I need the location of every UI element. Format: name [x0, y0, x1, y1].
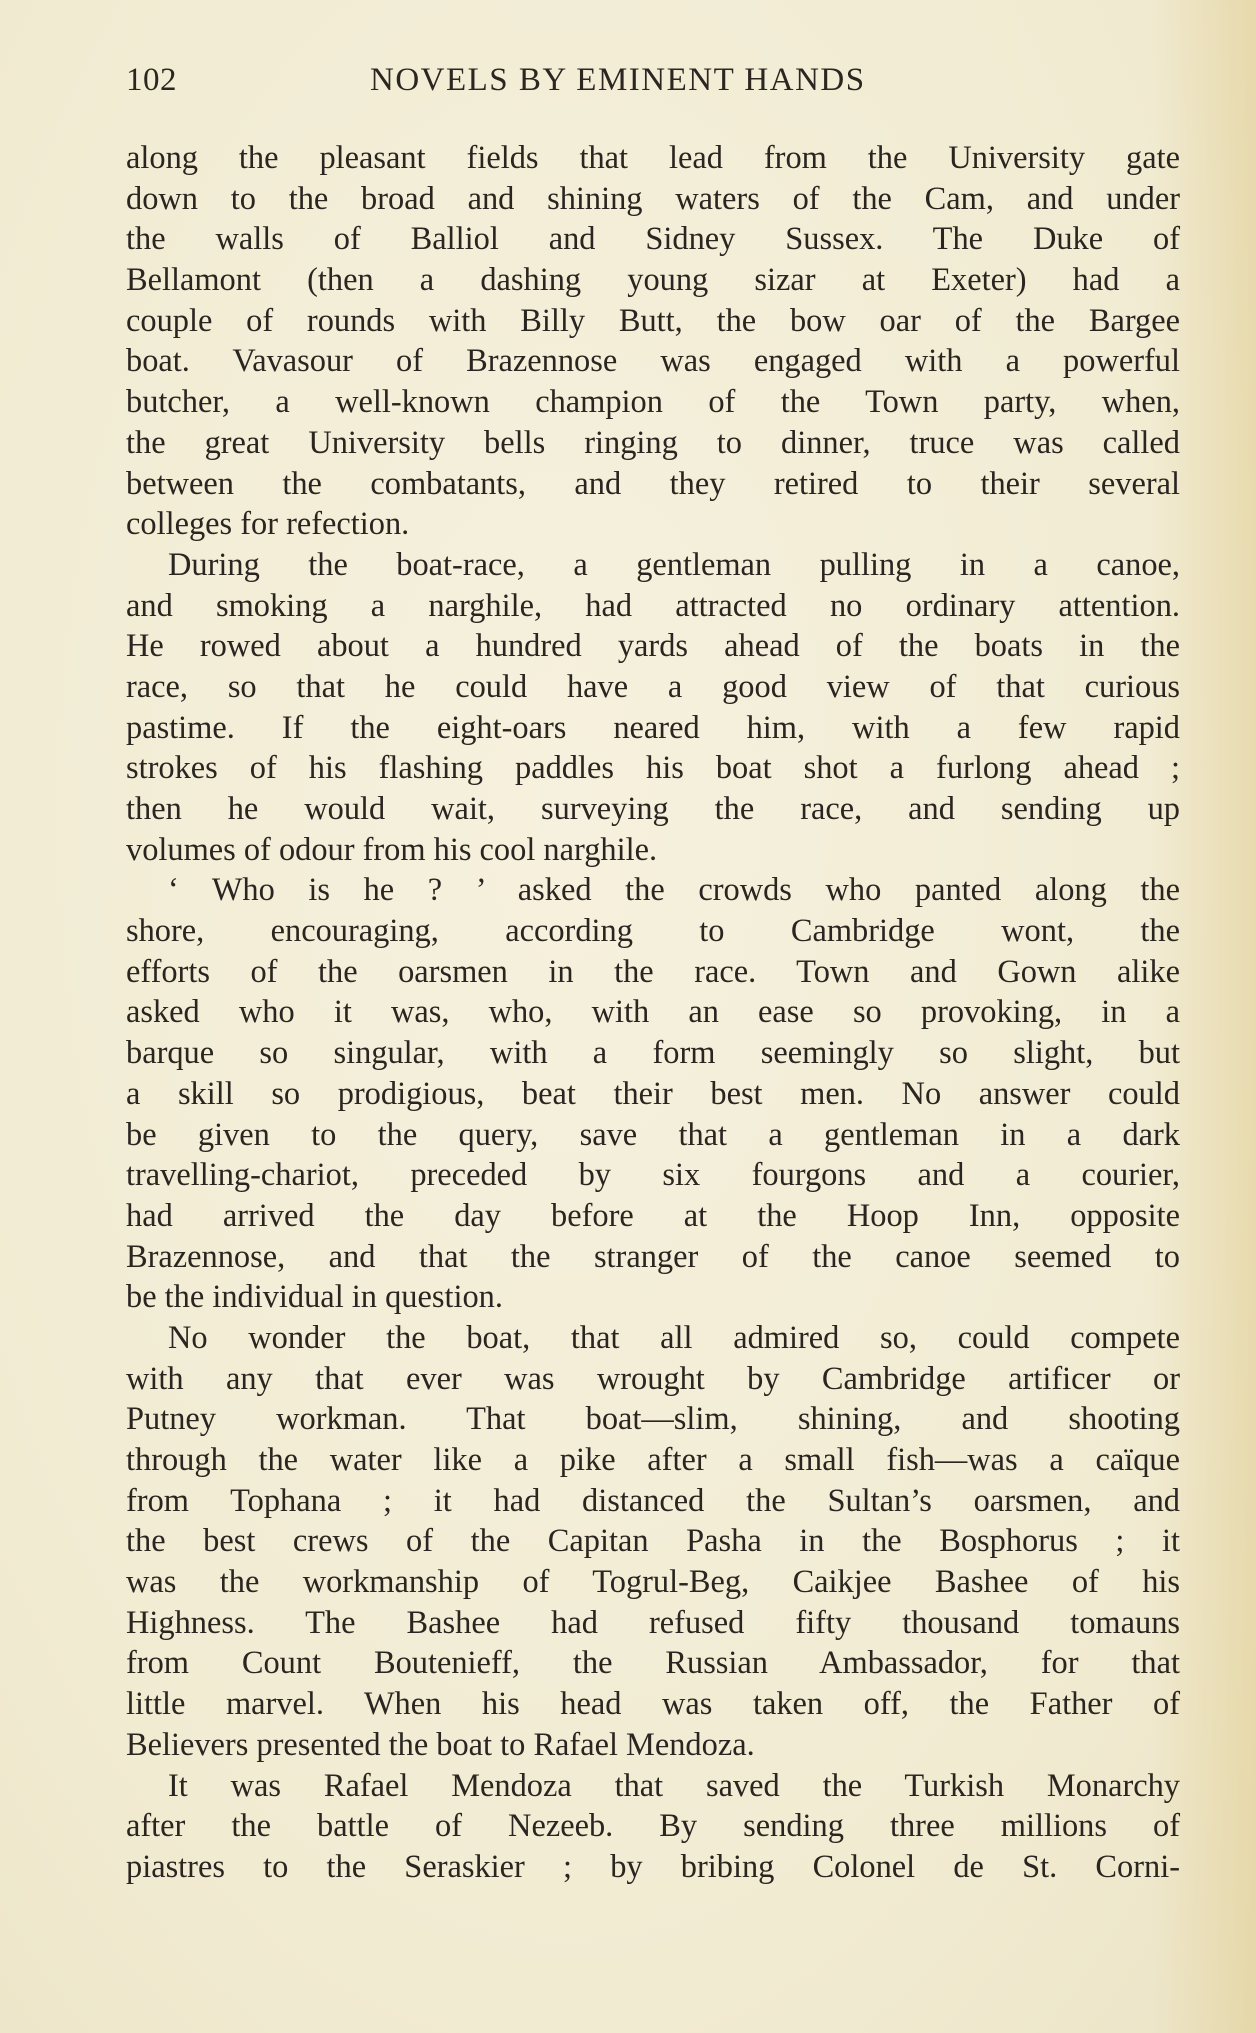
text-line: little marvel. When his head was taken off, the Father of [126, 1686, 1180, 1723]
text-line: along the pleasant fields that lead from the University gate [126, 140, 1180, 176]
paragraph-start-line: It was Rafael Mendoza that saved the Turkish Monarchy [168, 1767, 1180, 1804]
text-line: pastime. If the eight-oars neared him, with a few rapid [126, 709, 1180, 746]
text-line: and smoking a narghile, had attracted no ordinary attention. [126, 587, 1180, 624]
paragraph-start-line: During the boat-race, a gentleman pulling in a canoe, [168, 546, 1180, 583]
text-line: between the combatants, and they retired to their several [126, 465, 1180, 502]
paragraph-start-line: ‘ Who is he ? ’ asked the crowds who panted along the [168, 872, 1180, 909]
text-line: asked who it was, who, with an ease so provoking, in a [126, 994, 1180, 1031]
text-line: efforts of the oarsmen in the race. Town and Gown alike [126, 953, 1180, 990]
body-text [126, 138, 1180, 1888]
page-number: 102 [126, 62, 177, 98]
text-line: down to the broad and shining waters of the Cam, and under [126, 180, 1180, 217]
running-title: NOVELS BY EMINENT HANDS [370, 62, 866, 98]
text-line: He rowed about a hundred yards ahead of the boats in the [126, 628, 1180, 665]
text-line: the best crews of the Capitan Pasha in the Bosphorus ; it [126, 1523, 1180, 1560]
text-line: with any that ever was wrought by Cambridge artificer or [126, 1360, 1180, 1397]
text-line: after the battle of Nezeeb. By sending three millions of [126, 1808, 1180, 1845]
text-line: shore, encouraging, according to Cambridge wont, the [126, 913, 1180, 950]
text-line: then he would wait, surveying the race, and sending up [126, 791, 1180, 827]
text-line: race, so that he could have a good view of that curious [126, 668, 1180, 705]
paragraph-start-line: No wonder the boat, that all admired so, could compete [168, 1319, 1180, 1356]
text-line: Highness. The Bashee had refused fifty thousand tomauns [126, 1604, 1180, 1641]
text-line: Believers presented the boat to Rafael Mendoza. [126, 1726, 755, 1763]
page-header [126, 62, 1180, 106]
text-line: be the individual in question. [126, 1279, 503, 1316]
text-line: the great University bells ringing to dinner, truce was called [126, 424, 1180, 461]
text-line: volumes of odour from his cool narghile. [126, 831, 658, 868]
text-line: butcher, a well-known champion of the Town party, when, [126, 384, 1180, 421]
text-line: Brazennose, and that the stranger of the canoe seemed to [126, 1238, 1180, 1275]
text-line: travelling-chariot, preceded by six fourgons and a courier, [126, 1157, 1180, 1194]
text-line: colleges for refection. [126, 506, 410, 543]
text-line: barque so singular, with a form seemingly so slight, but [126, 1035, 1180, 1072]
text-line: be given to the query, save that a gentleman in a dark [126, 1116, 1180, 1153]
text-line: had arrived the day before at the Hoop Inn, opposite [126, 1197, 1180, 1234]
text-line: from Tophana ; it had distanced the Sultan’s oarsmen, and [126, 1482, 1180, 1519]
text-line: couple of rounds with Billy Butt, the bow oar of the Bargee [126, 302, 1180, 339]
text-line: from Count Boutenieff, the Russian Ambassador, for that [126, 1645, 1180, 1682]
text-line: a skill so prodigious, beat their best men. No answer could [126, 1075, 1180, 1112]
text-line: strokes of his flashing paddles his boat shot a furlong ahead ; [126, 750, 1180, 787]
text-line: piastres to the Seraskier ; by bribing Colonel de St. Corni- [126, 1848, 1180, 1885]
text-line: through the water like a pike after a small fish—was a caïque [126, 1442, 1180, 1478]
text-line: boat. Vavasour of Brazennose was engaged with a powerful [126, 343, 1180, 380]
text-line: Putney workman. That boat—slim, shining, and shooting [126, 1401, 1180, 1438]
text-line: Bellamont (then a dashing young sizar at Exeter) had a [126, 262, 1180, 299]
text-line: was the workmanship of Togrul-Beg, Caikjee Bashee of his [126, 1564, 1180, 1601]
text-line: the walls of Balliol and Sidney Sussex. The Duke of [126, 221, 1180, 258]
